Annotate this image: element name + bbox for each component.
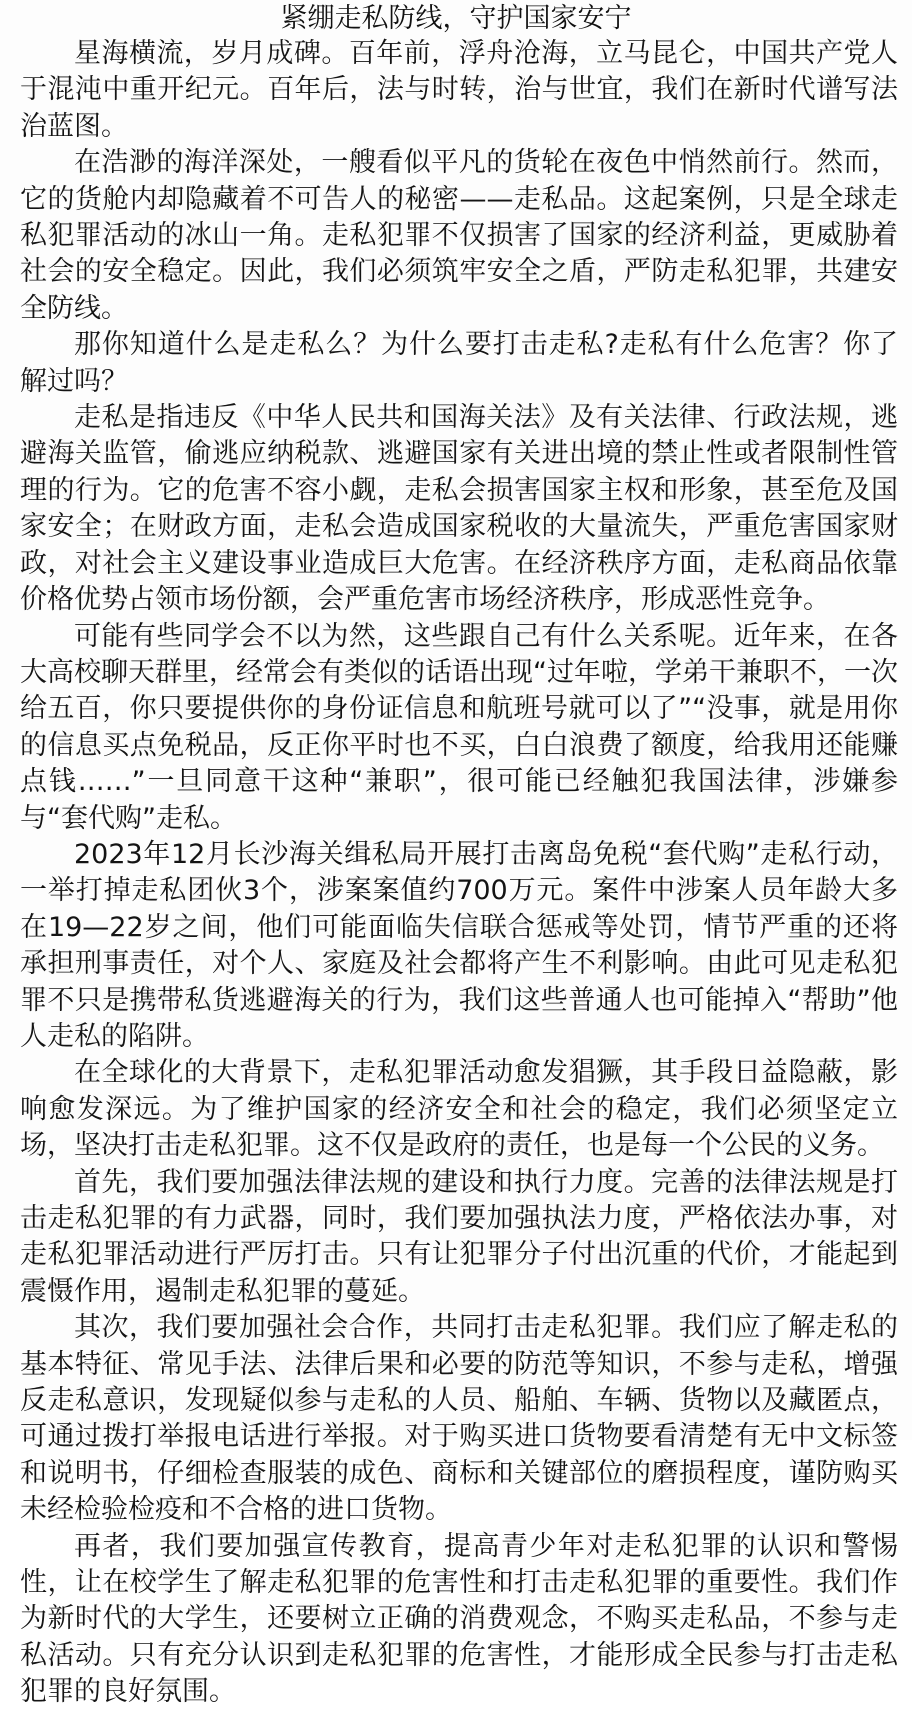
document-title: 紧绷走私防线，守护国家安宁 xyxy=(280,3,632,34)
paragraph-6: 2023年12月长沙海关缉私局开展打击离岛免税“套代购”走私行动，一举打掉走私团伙3个，涉案案值约700万元。案件中涉案人员年龄大多在19—22岁之间，他们可能面临失信联合惩戒等处罚，情节严重的还将承担刑事责任，对个人、家庭及社会都将产生不利影响。由此可见走私犯罪不只是携带私货逃避海关的行为，我们这些普通人也可能掉入“帮助”他人走私的陷阱。 xyxy=(20,838,898,1052)
paragraph-3: 那你知道什么是走私么？为什么要打击走私?走私有什么危害？你了解过吗？ xyxy=(20,329,898,397)
document-body xyxy=(20,36,898,1711)
paragraph-9: 其次，我们要加强社会合作，共同打击走私犯罪。我们应了解走私的基本特征、常见手法、法律后果和必要的防范等知识，不参与走私，增强反走私意识，发现疑似参与走私的人员、船舶、车辆、货物以及藏匿点，可通过拨打举报电话进行举报。对于购买进口货物要看清楚有无中文标签和说明书，仔细检查服装的成色、商标和关键部位的磨损程度，谨防购买未经检验检疫和不合格的进口货物。 xyxy=(20,1312,898,1526)
paragraph-1: 星海横流，岁月成碑。百年前，浮舟沧海，立马昆仑，中国共产党人于混沌中重开纪元。百年后，法与时转，治与世宜，我们在新时代谱写法治蓝图。 xyxy=(20,38,898,142)
paragraph-2: 在浩渺的海洋深处，一艘看似平凡的货轮在夜色中悄然前行。然而，它的货舱内却隐藏着不可告人的秘密——走私品。这起案例，只是全球走私犯罪活动的冰山一角。走私犯罪不仅损害了国家的经济利益，更威胁着社会的安全稳定。因此，我们必须筑牢安全之盾，严防走私犯罪，共建安全防线。 xyxy=(20,147,898,324)
paragraph-10: 再者，我们要加强宣传教育，提高青少年对走私犯罪的认识和警惕性，让在校学生了解走私犯罪的危害性和打击走私犯罪的重要性。我们作为新时代的大学生，还要树立正确的消费观念，不购买走私品，不参与走私活动。只有充分认识到走私犯罪的危害性，才能形成全民参与打击走私犯罪的良好氛围。 xyxy=(20,1530,898,1708)
paragraph-4: 走私是指违反《中华人民共和国海关法》及有关法律、行政法规，逃避海关监管，偷逃应纳税款、逃避国家有关进出境的禁止性或者限制性管理的行为。它的危害不容小觑，走私会损害国家主权和形象，甚至危及国家安全；在财政方面，走私会造成国家税收的大量流失，严重危害国家财政，对社会主义建设事业造成巨大危害。在经济秩序方面，走私商品依靠价格优势占领市场份额，会严重危害市场经济秩序，形成恶性竞争。 xyxy=(20,402,898,616)
paragraph-5: 可能有些同学会不以为然，这些跟自己有什么关系呢。近年来，在各大高校聊天群里，经常会有类似的话语出现“过年啦，学弟干兼职不，一次给五百，你只要提供你的身份证信息和航班号就可以了”“没事，就是用你的信息买点免税品，反正你平时也不买，白白浪费了额度，给我用还能赚点钱……”一旦同意干这种“兼职”，很可能已经触犯我国法律，涉嫌参与“套代购”走私。 xyxy=(20,620,898,834)
paragraph-7: 在全球化的大背景下，走私犯罪活动愈发猖獗，其手段日益隐蔽，影响愈发深远。为了维护国家的经济安全和社会的稳定，我们必须坚定立场，坚决打击走私犯罪。这不仅是政府的责任，也是每一个公民的义务。 xyxy=(20,1057,898,1162)
paragraph-8: 首先，我们要加强法律法规的建设和执行力度。完善的法律法规是打击走私犯罪的有力武器，同时，我们要加强执法力度，严格依法办事，对走私犯罪活动进行严厉打击。只有让犯罪分子付出沉重的代价，才能起到震慑作用，遏制走私犯罪的蔓延。 xyxy=(20,1166,898,1307)
